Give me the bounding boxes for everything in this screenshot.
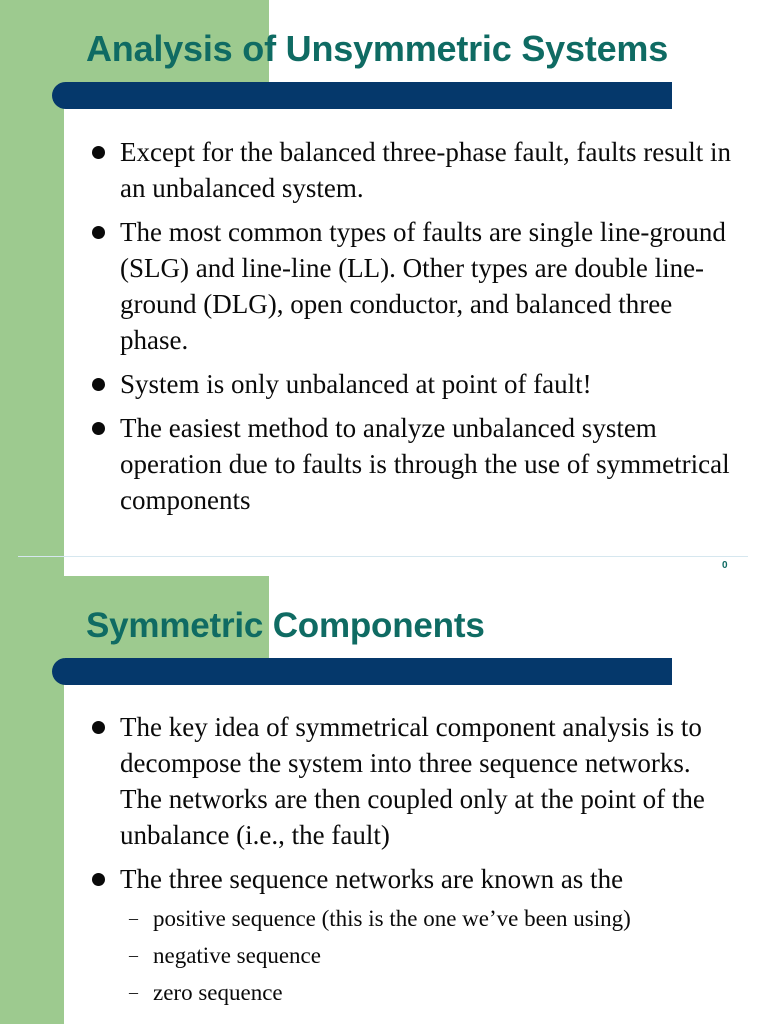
dash-icon: – [129, 908, 138, 928]
bullet-icon [92, 422, 105, 435]
dash-icon: – [129, 945, 138, 965]
bullet-text: Except for the balanced three-phase fault, faults result in an unbalanced system. [120, 137, 731, 203]
bullet-icon [92, 226, 105, 239]
bullet-text: The three sequence networks are known as the [120, 864, 624, 894]
slide-divider [18, 556, 748, 557]
list-item [0, 709, 735, 853]
bullet-icon [92, 873, 105, 886]
title-bar [52, 82, 672, 109]
bullet-text: The most common types of faults are single line-ground (SLG) and line-line (LL). Other types are double line-ground (DLG), open conductor, and balanced three phase. [120, 217, 726, 355]
list-item [0, 410, 735, 518]
slide-1-bullet-list [0, 134, 735, 518]
bullet-text: System is only unbalanced at point of fault! [120, 369, 592, 399]
slide-1-title: Analysis of Unsymmetric Systems [86, 28, 669, 69]
sub-list-item [119, 900, 735, 937]
bullet-text: The key idea of symmetrical component analysis is to decompose the system into three sequence networks. The networks are then coupled only at the point of the unbalance (i.e., the fault) [120, 712, 705, 850]
slide-2-title: Symmetric Components [86, 606, 485, 645]
bullet-icon [92, 378, 105, 391]
sub-item-text: negative sequence [153, 943, 321, 968]
bullet-text: The easiest method to analyze unbalanced system operation due to faults is through the use of symmetrical components [120, 413, 730, 515]
slide-2 [0, 576, 768, 1024]
sub-item-text: zero sequence [153, 980, 283, 1005]
sub-list-item [119, 937, 735, 974]
title-bar [52, 658, 672, 685]
list-item [0, 861, 735, 1011]
sub-item-text: positive sequence (this is the one we’ve been using) [153, 906, 631, 931]
sub-list-item [119, 974, 735, 1011]
list-item [0, 134, 735, 206]
sequence-sub-list [0, 900, 735, 1011]
bullet-icon [92, 146, 105, 159]
bullet-icon [92, 721, 105, 734]
dash-icon: – [129, 982, 138, 1002]
list-item [0, 214, 735, 358]
page-number: 0 [722, 560, 728, 571]
list-item [0, 366, 735, 402]
slide-2-bullet-list [0, 709, 735, 1011]
